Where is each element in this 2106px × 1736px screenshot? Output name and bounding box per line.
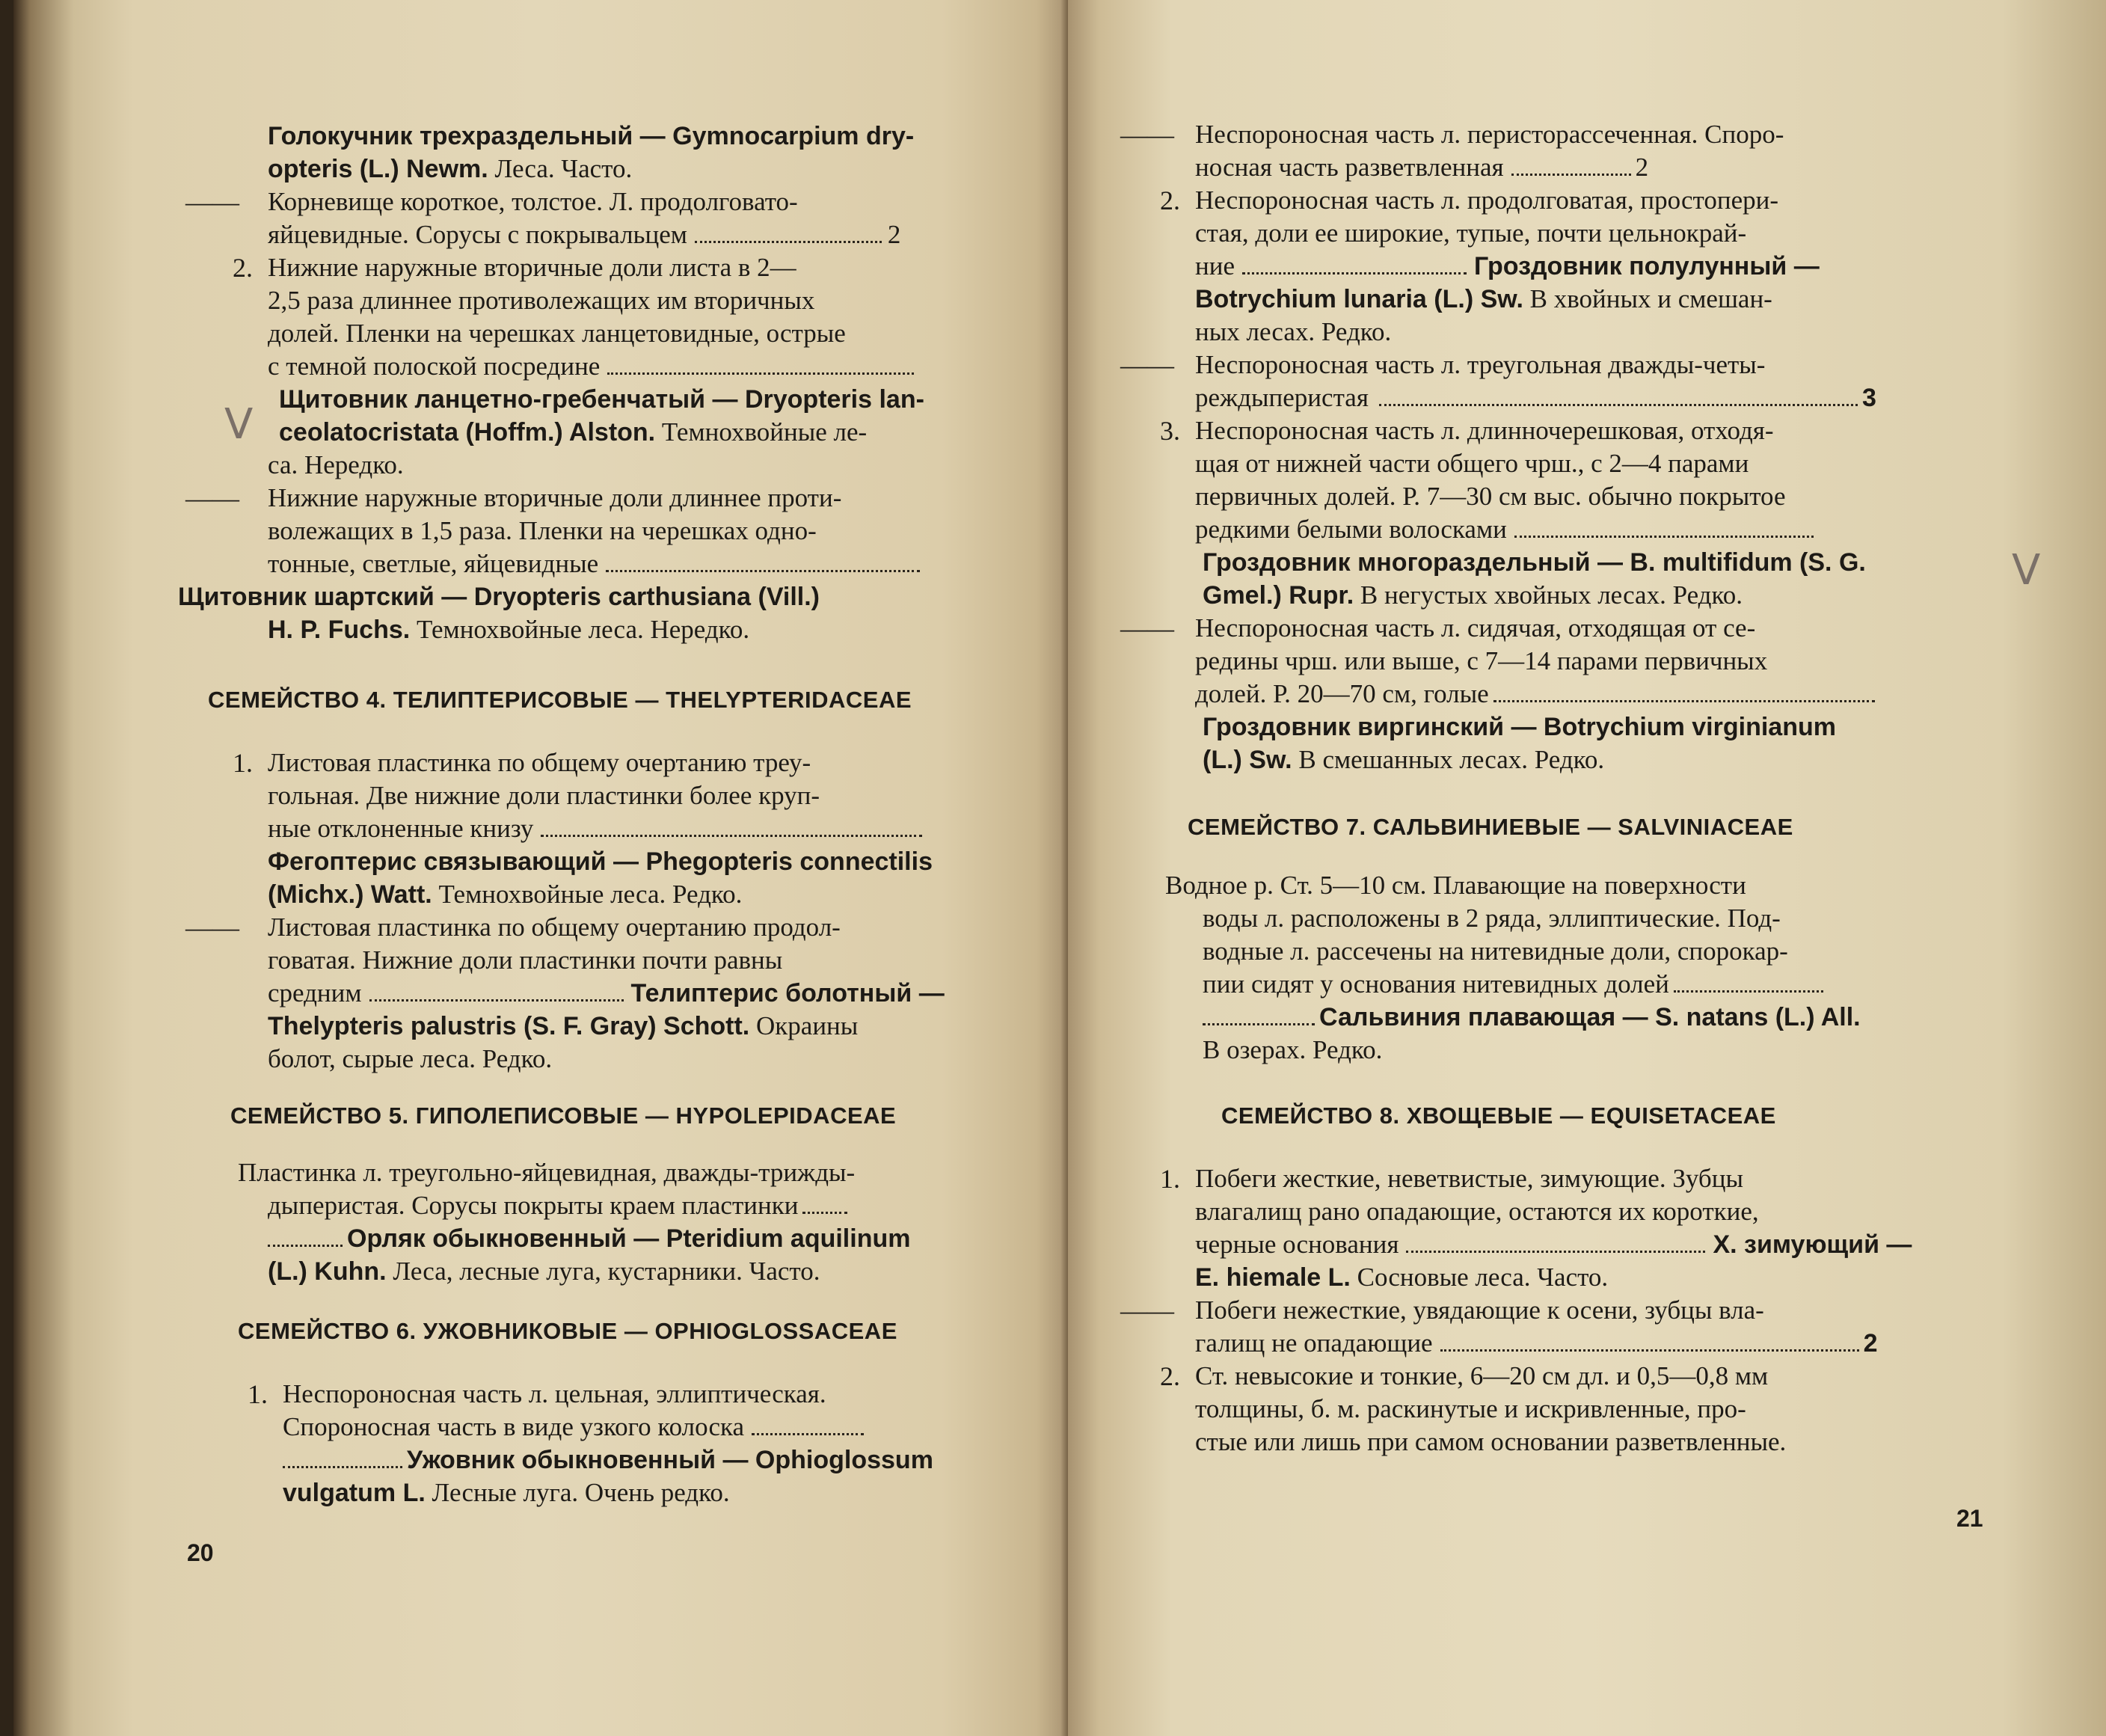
step-number: 3. xyxy=(1160,416,1180,446)
text: редкими белыми волосками xyxy=(1195,515,1507,544)
line: 2,5 раза длиннее противолежащих им вторичных xyxy=(268,286,815,315)
ref-number: 3 xyxy=(1861,384,1876,412)
line: Неспороносная часть л. перисторассеченная. Споро- xyxy=(1195,120,1784,149)
line xyxy=(1195,250,1820,283)
latin-name: E. hiemale L. xyxy=(1195,1263,1351,1292)
species-name: Х. зимующий — xyxy=(1713,1230,1912,1259)
line: толщины, б. м. раскинутые и искривленные, про- xyxy=(1195,1394,1746,1423)
line: Фегоптерис связывающий — Phegopteris connectilis xyxy=(268,847,933,876)
line: болот, сырые леса. Редко. xyxy=(268,1044,553,1073)
leader-dots xyxy=(1674,983,1823,993)
line xyxy=(1195,1228,1912,1261)
line xyxy=(1203,1001,1861,1034)
line: Неспороносная часть л. длинночерешковая, отходя- xyxy=(1195,416,1774,445)
line xyxy=(268,218,900,251)
text: Темнохвойные леса. Редко. xyxy=(432,880,743,909)
text: Темнохвойные ле- xyxy=(655,417,868,447)
line xyxy=(268,1222,910,1255)
line: Щитовник шартский — Dryopteris carthusiana (Vill.) xyxy=(178,583,820,611)
text: дыперистая. Сорусы покрыты краем пластинки xyxy=(268,1191,799,1220)
species-name: Телиптерис болотный — xyxy=(630,979,945,1007)
line xyxy=(283,1476,730,1509)
ref-number: 2 xyxy=(1635,153,1649,182)
line xyxy=(283,1444,933,1476)
line: В озерах. Редко. xyxy=(1203,1035,1383,1064)
text: ние xyxy=(1195,251,1235,280)
step-number: 1. xyxy=(248,1379,268,1409)
species-name: Ужовник обыкновенный — Ophioglossum xyxy=(407,1446,933,1474)
line: гольная. Две нижние доли пластинки более круп- xyxy=(268,781,820,810)
leader-dots xyxy=(1242,265,1467,274)
line xyxy=(1203,968,1823,1001)
line xyxy=(1195,381,1876,414)
line xyxy=(1195,1327,1878,1360)
line: Неспороносная часть л. сидячая, отходящая от се- xyxy=(1195,613,1756,642)
leader-dots xyxy=(802,1204,847,1214)
line: Неспороносная часть л. продолговатая, простопери- xyxy=(1195,185,1779,215)
leader-dots xyxy=(1406,1243,1705,1253)
text: Спороносная часть в виде узкого колоска xyxy=(283,1412,745,1441)
page-number: 21 xyxy=(1956,1505,1983,1532)
leader-dots xyxy=(283,1459,402,1468)
line: са. Нередко. xyxy=(268,450,404,479)
species-name: Гроздовник полулунный — xyxy=(1474,252,1820,280)
dash-mark: —— xyxy=(1120,1295,1174,1325)
leader-dots xyxy=(1379,396,1858,406)
line xyxy=(1203,579,1743,612)
line xyxy=(268,1255,820,1288)
latin-name: opteris (L.) Newm. xyxy=(268,155,488,183)
text: тонные, светлые, яйцевидные xyxy=(268,549,599,578)
line: стые или лишь при самом основании разветвленные. xyxy=(1195,1427,1787,1456)
line: влагалищ рано опадающие, остаются их короткие, xyxy=(1195,1197,1759,1226)
text: В негустых хвойных лесах. Редко. xyxy=(1354,580,1743,610)
line: Пластинка л. треугольно-яйцевидная, дважды-трижды- xyxy=(238,1158,856,1187)
line xyxy=(268,350,914,383)
dash-mark: —— xyxy=(185,187,239,217)
line: щая от нижней части общего чрш., с 2—4 парами xyxy=(1195,449,1749,478)
line xyxy=(283,1411,864,1444)
line: Гроздовник многораздельный — B. multifidum (S. G. xyxy=(1203,548,1866,577)
latin-name: (L.) Kuhn. xyxy=(268,1257,387,1286)
dash-mark: —— xyxy=(185,913,239,942)
pencil-check-mark: V xyxy=(2012,546,2041,595)
text: Леса. Часто. xyxy=(488,154,633,183)
latin-name: (L.) Sw. xyxy=(1203,746,1292,774)
line xyxy=(1195,513,1814,546)
line: Нижние наружные вторичные доли длиннее проти- xyxy=(268,483,842,512)
text: черные основания xyxy=(1195,1230,1399,1259)
line xyxy=(268,613,749,646)
text: В смешанных лесах. Редко. xyxy=(1292,745,1605,774)
text: В хвойных и смешан- xyxy=(1523,284,1772,313)
species-name: Сальвиния плавающая — S. natans (L.) All. xyxy=(1319,1003,1861,1031)
step-number: 1. xyxy=(233,748,253,778)
line xyxy=(1203,743,1604,776)
text: ные отклоненные книзу xyxy=(268,814,534,843)
line: волежащих в 1,5 раза. Пленки на черешках одно- xyxy=(268,516,817,545)
text: Лесные луга. Очень редко. xyxy=(425,1478,730,1507)
line: Гроздовник виргинский — Botrychium virginianum xyxy=(1203,713,1836,741)
line xyxy=(268,548,920,580)
latin-name: ceolatocristata (Hoffm.) Alston. xyxy=(279,418,656,447)
line xyxy=(279,416,867,449)
text: реждыперистая xyxy=(1195,383,1369,412)
line xyxy=(1195,1261,1608,1294)
leader-dots xyxy=(1440,1342,1859,1352)
section-heading: СЕМЕЙСТВО 8. ХВОЩЕВЫЕ — EQUISETACEAE xyxy=(1221,1102,1776,1129)
text: средним xyxy=(268,978,362,1007)
leader-dots xyxy=(1203,1016,1315,1025)
line xyxy=(268,878,742,911)
line: Корневище короткое, толстое. Л. продолговато- xyxy=(268,187,798,216)
section-heading: СЕМЕЙСТВО 5. ГИПОЛЕПИСОВЫЕ — HYPOLEPIDACEAE xyxy=(230,1102,897,1129)
line xyxy=(268,1189,847,1222)
line: Неспороносная часть л. треугольная дважды-четы- xyxy=(1195,350,1766,379)
latin-name: (Michx.) Watt. xyxy=(268,880,432,909)
line: Водное р. Ст. 5—10 см. Плавающие на поверхности xyxy=(1165,871,1746,900)
leader-dots xyxy=(1511,166,1631,176)
leader-dots xyxy=(268,1237,343,1247)
latin-name: H. P. Fuchs. xyxy=(268,616,411,644)
line xyxy=(268,153,632,185)
line: Щитовник ланцетно-гребенчатый — Dryopteris lan- xyxy=(279,385,924,414)
step-number: 1. xyxy=(1160,1164,1180,1194)
line: Побеги жесткие, неветвистые, зимующие. Зубцы xyxy=(1195,1164,1743,1193)
line: стая, доли ее широкие, тупые, почти цельнокрай- xyxy=(1195,218,1747,248)
line xyxy=(1195,283,1772,316)
line: водные л. рассечены на нитевидные доли, спорокар- xyxy=(1203,936,1788,966)
ref-number: 2 xyxy=(1863,1329,1878,1358)
pencil-check-mark: V xyxy=(224,400,254,449)
leader-dots xyxy=(695,233,882,243)
text: яйцевидные. Сорусы с покрывальцем xyxy=(268,220,687,249)
line: Нижние наружные вторичные доли листа в 2— xyxy=(268,253,796,282)
left-page xyxy=(13,0,1068,1736)
leader-dots xyxy=(1514,528,1814,538)
dash-mark: —— xyxy=(1120,350,1174,380)
line xyxy=(268,977,945,1010)
line: Голокучник трехраздельный — Gymnocarpium dry- xyxy=(268,122,915,150)
leader-dots xyxy=(607,365,914,375)
latin-name: Thelypteris palustris (S. F. Gray) Schott. xyxy=(268,1012,750,1040)
text: Темнохвойные леса. Нередко. xyxy=(410,615,750,644)
line: воды л. расположены в 2 ряда, эллиптические. Под- xyxy=(1203,904,1781,933)
latin-name: Botrychium lunaria (L.) Sw. xyxy=(1195,285,1523,313)
line: Неспороносная часть л. цельная, эллиптическая. xyxy=(283,1379,826,1408)
latin-name: vulgatum L. xyxy=(283,1479,426,1507)
species-name: Орляк обыкновенный — Pteridium aquilinum xyxy=(347,1224,911,1253)
leader-dots xyxy=(369,992,624,1002)
line: Побеги нежесткие, увядающие к осени, зубцы вла- xyxy=(1195,1295,1764,1325)
line: Листовая пластинка по общему очертанию треу- xyxy=(268,748,811,777)
text: Леса, лесные луга, кустарники. Часто. xyxy=(386,1257,820,1286)
step-number: 2. xyxy=(1160,1361,1180,1391)
text: Сосновые леса. Часто. xyxy=(1350,1263,1609,1292)
line: Ст. невысокие и тонкие, 6—20 см дл. и 0,5—0,8 мм xyxy=(1195,1361,1769,1390)
section-heading: СЕМЕЙСТВО 6. УЖОВНИКОВЫЕ — OPHIOGLOSSACEAE xyxy=(238,1318,897,1344)
dash-mark: —— xyxy=(185,483,239,513)
line: редины чрш. или выше, с 7—14 парами первичных xyxy=(1195,646,1768,675)
leader-dots xyxy=(606,562,920,572)
text: галищ не опадающие xyxy=(1195,1328,1433,1358)
leader-dots xyxy=(541,827,922,837)
line xyxy=(1195,678,1875,711)
line: Листовая пластинка по общему очертанию продол- xyxy=(268,913,841,942)
leader-dots xyxy=(1493,693,1875,702)
ref-number: 2 xyxy=(887,220,901,249)
section-heading: СЕМЕЙСТВО 4. ТЕЛИПТЕРИСОВЫЕ — THELYPTERIDACEAE xyxy=(208,687,912,713)
leader-dots xyxy=(752,1426,864,1435)
line xyxy=(1195,151,1648,184)
text: пии сидят у основания нитевидных долей xyxy=(1203,969,1669,999)
line xyxy=(268,1010,858,1043)
section-heading: СЕМЕЙСТВО 7. САЛЬВИНИЕВЫЕ — SALVINIACEAE xyxy=(1188,814,1793,840)
line: говатая. Нижние доли пластинки почти равны xyxy=(268,945,783,975)
line xyxy=(268,812,922,845)
latin-name: Gmel.) Rupr. xyxy=(1203,581,1354,610)
line: ных лесах. Редко. xyxy=(1195,317,1392,346)
text: носная часть разветвленная xyxy=(1195,153,1504,182)
dash-mark: —— xyxy=(1120,613,1174,643)
text: Окраины xyxy=(749,1011,859,1040)
step-number: 2. xyxy=(1160,185,1180,215)
line: первичных долей. Р. 7—30 см выс. обычно покрытое xyxy=(1195,482,1786,511)
right-page xyxy=(1068,0,2106,1736)
text: долей. Р. 20—70 см, голые xyxy=(1195,679,1489,708)
page-number: 20 xyxy=(187,1539,214,1566)
line: долей. Пленки на черешках ланцетовидные, острые xyxy=(268,319,846,348)
text: с темной полоской посредине xyxy=(268,352,601,381)
dash-mark: —— xyxy=(1120,120,1174,150)
step-number: 2. xyxy=(233,253,253,283)
